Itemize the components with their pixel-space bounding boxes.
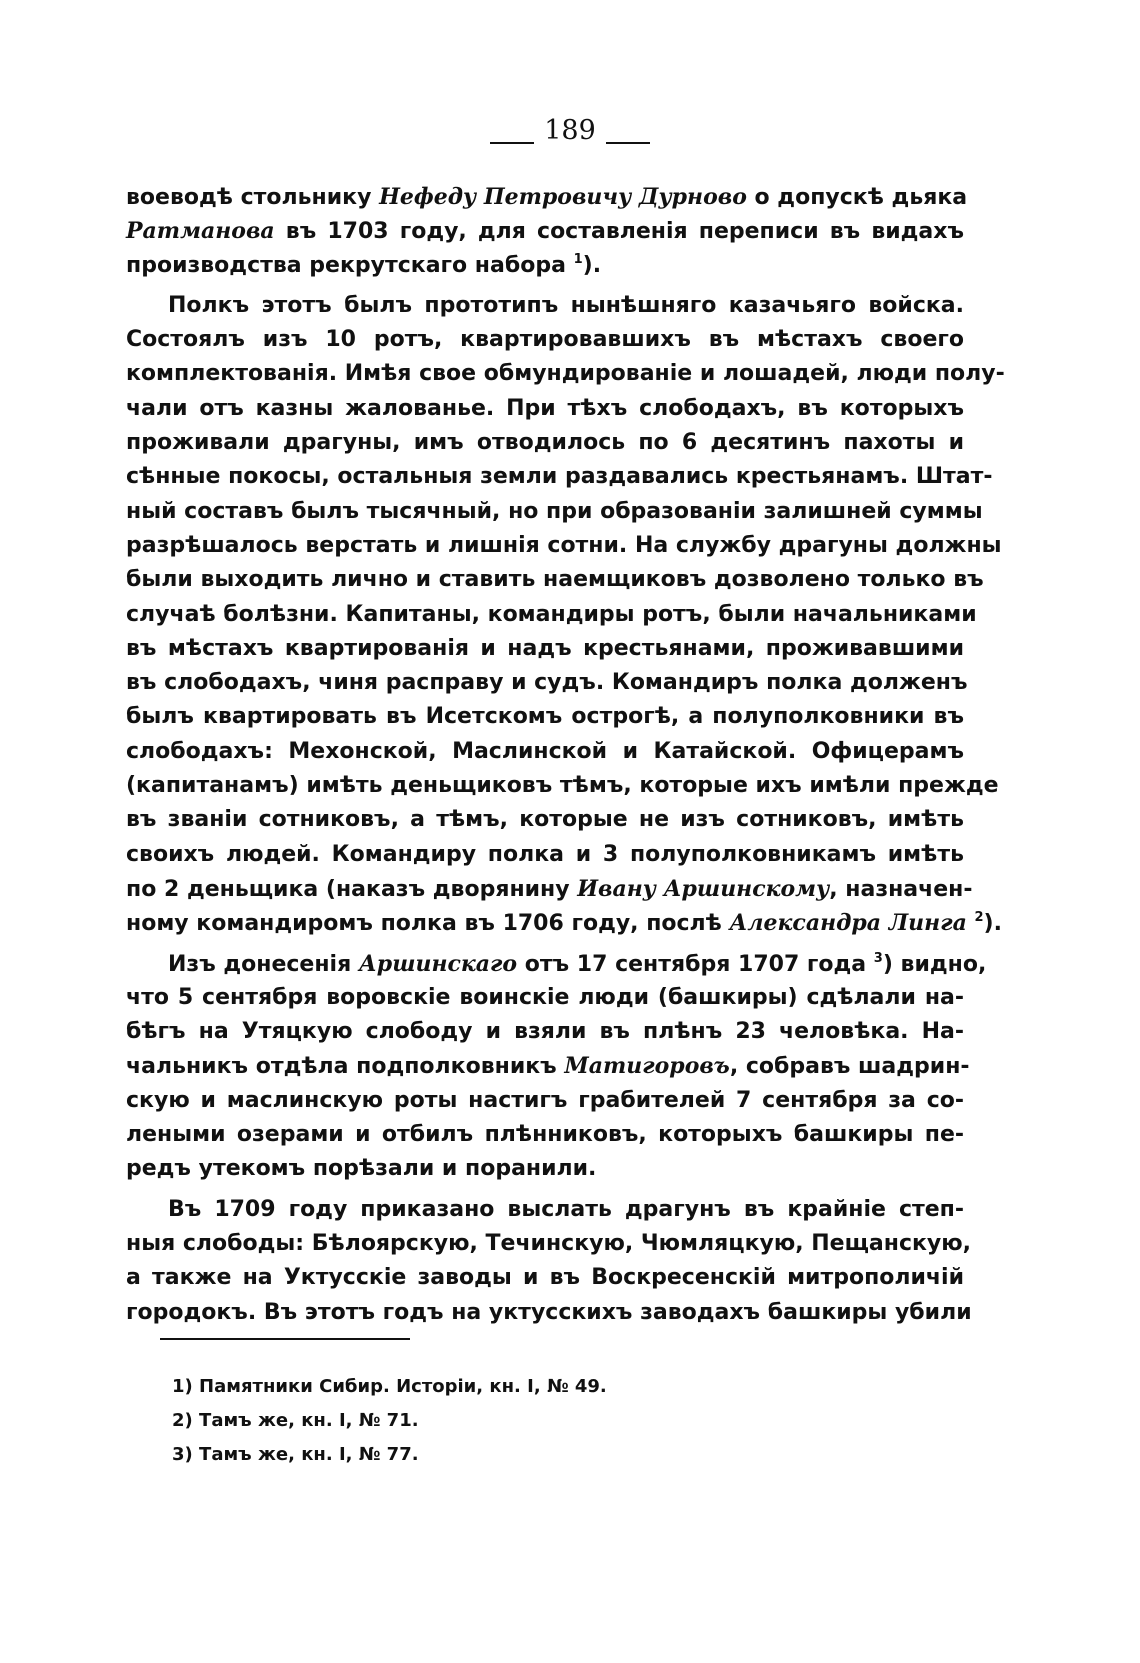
text-line bbox=[126, 460, 993, 494]
footnote-text: Памятники Сибир. Исторіи, кн. I, № 49. bbox=[199, 1376, 607, 1397]
text-segment: что 5 сентября воровскіе воинскіе люди (башкиры) сдѣлали на- bbox=[126, 984, 964, 1010]
text-segment: чальникъ отдѣла подполковникъ bbox=[126, 1054, 565, 1080]
footnote-mark: 2) bbox=[172, 1410, 193, 1431]
footnote-separator bbox=[160, 1338, 410, 1340]
text-line bbox=[126, 1015, 964, 1049]
footnote-text: Тамъ же, кн. I, № 71. bbox=[199, 1410, 419, 1431]
text-line bbox=[126, 947, 987, 981]
text-line bbox=[126, 214, 964, 248]
text-line bbox=[126, 906, 1002, 940]
text-line bbox=[126, 598, 977, 632]
footnote bbox=[172, 1404, 607, 1438]
text-line bbox=[126, 838, 964, 872]
text-segment: , назначен- bbox=[829, 876, 973, 902]
text-segment: комплектованія. Имѣя свое обмундированіе и лошадей, люди полу- bbox=[126, 361, 1005, 387]
text-line bbox=[126, 529, 1002, 563]
text-line bbox=[126, 1193, 964, 1227]
text-segment: разрѣшалось верстать и лишнія сотни. На службу драгуны должны bbox=[126, 532, 1002, 558]
text-line bbox=[126, 249, 964, 283]
text-segment: производства рекрутскаго набора bbox=[126, 252, 574, 278]
text-segment: Состоялъ изъ 10 ротъ, квартировавшихъ въ мѣстахъ своего bbox=[126, 327, 964, 353]
text-segment: въ мѣстахъ квартированія и надъ крестьянами, проживавшими bbox=[126, 635, 964, 661]
page-number-left-rule bbox=[490, 142, 534, 144]
text-segment: были выходить лично и ставить наемщиковъ дозволено только въ bbox=[126, 567, 984, 593]
text-line bbox=[126, 426, 964, 460]
text-segment: проживали драгуны, имъ отводилось по 6 десятинъ пахоты и bbox=[126, 430, 964, 456]
text-line bbox=[126, 1227, 972, 1261]
page-number-right-rule bbox=[606, 142, 650, 144]
text-segment: Полкъ этотъ былъ прототипъ нынѣшняго казачьяго войска. bbox=[168, 292, 964, 318]
text-segment: слободахъ: Мехонской, Маслинской и Катайской. Офицерамъ bbox=[126, 738, 964, 764]
text-line bbox=[126, 289, 964, 323]
italic-name: Аршинскаго bbox=[358, 950, 518, 977]
text-line bbox=[126, 1084, 964, 1118]
text-segment: , собравъ шадрин- bbox=[729, 1054, 970, 1080]
text-segment: сѣнные покосы, остальныя земли раздавались крестьянамъ. Штат- bbox=[126, 464, 993, 490]
text-segment: Изъ донесенія bbox=[168, 951, 359, 977]
text-segment: своихъ людей. Командиру полка и 3 полуполковникамъ имѣть bbox=[126, 841, 964, 867]
text-segment: въ слободахъ, чиня расправу и судъ. Командиръ полка долженъ bbox=[126, 670, 968, 696]
italic-name: Матигоровъ bbox=[564, 1053, 730, 1080]
footnote bbox=[172, 1438, 607, 1472]
text-segment: о допускѣ дьяка bbox=[746, 185, 968, 210]
text-line bbox=[126, 495, 983, 529]
text-line bbox=[126, 1049, 970, 1083]
footnote-text: Тамъ же, кн. I, № 77. bbox=[199, 1444, 419, 1465]
text-segment: случаѣ болѣзни. Капитаны, командиры ротъ, были начальниками bbox=[126, 601, 977, 627]
text-segment: ныя слободы: Бѣлоярскую, Течинскую, Чюмляцкую, Пещанскую, bbox=[126, 1230, 972, 1256]
body-text bbox=[126, 180, 1005, 1330]
text-segment: ному командиромъ полка въ 1706 году, послѣ bbox=[126, 911, 730, 937]
text-line bbox=[126, 563, 984, 597]
text-segment: Въ 1709 году приказано выслать драгунъ въ крайніе степ- bbox=[168, 1196, 964, 1222]
text-segment: (капитанамъ) имѣть деньщиковъ тѣмъ, которые ихъ имѣли прежде bbox=[126, 773, 999, 799]
text-segment: редъ утекомъ порѣзали и поранили. bbox=[126, 1156, 597, 1182]
text-line bbox=[126, 1296, 972, 1330]
text-line bbox=[126, 803, 964, 837]
text-segment: ). bbox=[582, 252, 602, 278]
text-segment: въ званіи сотниковъ, а тѣмъ, которые не изъ сотниковъ, имѣть bbox=[126, 807, 964, 833]
footnote bbox=[172, 1370, 607, 1404]
text-segment: отъ 17 сентября 1707 года bbox=[517, 951, 874, 977]
italic-name: Нефеду Петровичу Дурново bbox=[379, 184, 747, 210]
text-segment: бѣгъ на Утяцкую слободу и взяли въ плѣнъ 23 человѣка. На- bbox=[126, 1019, 964, 1045]
italic-name: Ратманова bbox=[126, 218, 275, 245]
text-line bbox=[126, 180, 968, 214]
text-segment: городокъ. Въ этотъ годъ на уктусскихъ заводахъ башкиры убили bbox=[126, 1299, 972, 1325]
text-line bbox=[126, 632, 964, 666]
text-segment: воеводѣ стольнику bbox=[126, 185, 380, 210]
text-line bbox=[126, 323, 964, 357]
text-line bbox=[126, 1261, 964, 1295]
page-number: 189 bbox=[544, 115, 596, 146]
text-line bbox=[126, 872, 973, 906]
text-line bbox=[126, 769, 999, 803]
page-number-row bbox=[0, 114, 1140, 153]
text-segment: ). bbox=[983, 911, 1002, 937]
text-line bbox=[126, 981, 964, 1015]
text-segment: ) видно, bbox=[882, 951, 987, 977]
text-segment bbox=[967, 911, 975, 936]
page-number-group bbox=[490, 114, 650, 148]
italic-name: Ивану Аршинскому bbox=[577, 875, 830, 902]
footnote-reference: 3 bbox=[873, 950, 883, 966]
text-line bbox=[126, 666, 968, 700]
text-segment: былъ квартировать въ Исетскомъ острогѣ, а полуполковники въ bbox=[126, 704, 964, 730]
text-segment: скую и маслинскую роты настигъ грабителей 7 сентября за со- bbox=[126, 1087, 964, 1113]
footnote-reference: 1 bbox=[573, 251, 583, 267]
text-segment: леными озерами и отбилъ плѣнниковъ, которыхъ башкиры пе- bbox=[126, 1122, 964, 1148]
text-segment: ный составъ былъ тысячный, но при образованіи залишней суммы bbox=[126, 498, 983, 524]
footnote-reference: 2 bbox=[974, 910, 984, 926]
text-segment: чали отъ казны жалованье. При тѣхъ слободахъ, въ которыхъ bbox=[126, 395, 964, 421]
footnotes bbox=[172, 1370, 607, 1472]
footnote-mark: 1) bbox=[172, 1376, 193, 1397]
text-line bbox=[126, 735, 964, 769]
text-segment: въ 1703 году, для составленія переписи въ видахъ bbox=[274, 219, 964, 245]
text-line bbox=[126, 392, 964, 426]
text-segment: а также на Уктусскіе заводы и въ Воскресенскій митрополичій bbox=[126, 1265, 964, 1291]
text-line bbox=[126, 357, 1005, 391]
text-line bbox=[126, 1152, 964, 1186]
text-segment: по 2 деньщика (наказъ дворянину bbox=[126, 876, 578, 902]
italic-name: Александра Линга bbox=[729, 910, 967, 937]
footnote-mark: 3) bbox=[172, 1444, 193, 1465]
text-line bbox=[126, 700, 964, 734]
text-line bbox=[126, 1118, 964, 1152]
